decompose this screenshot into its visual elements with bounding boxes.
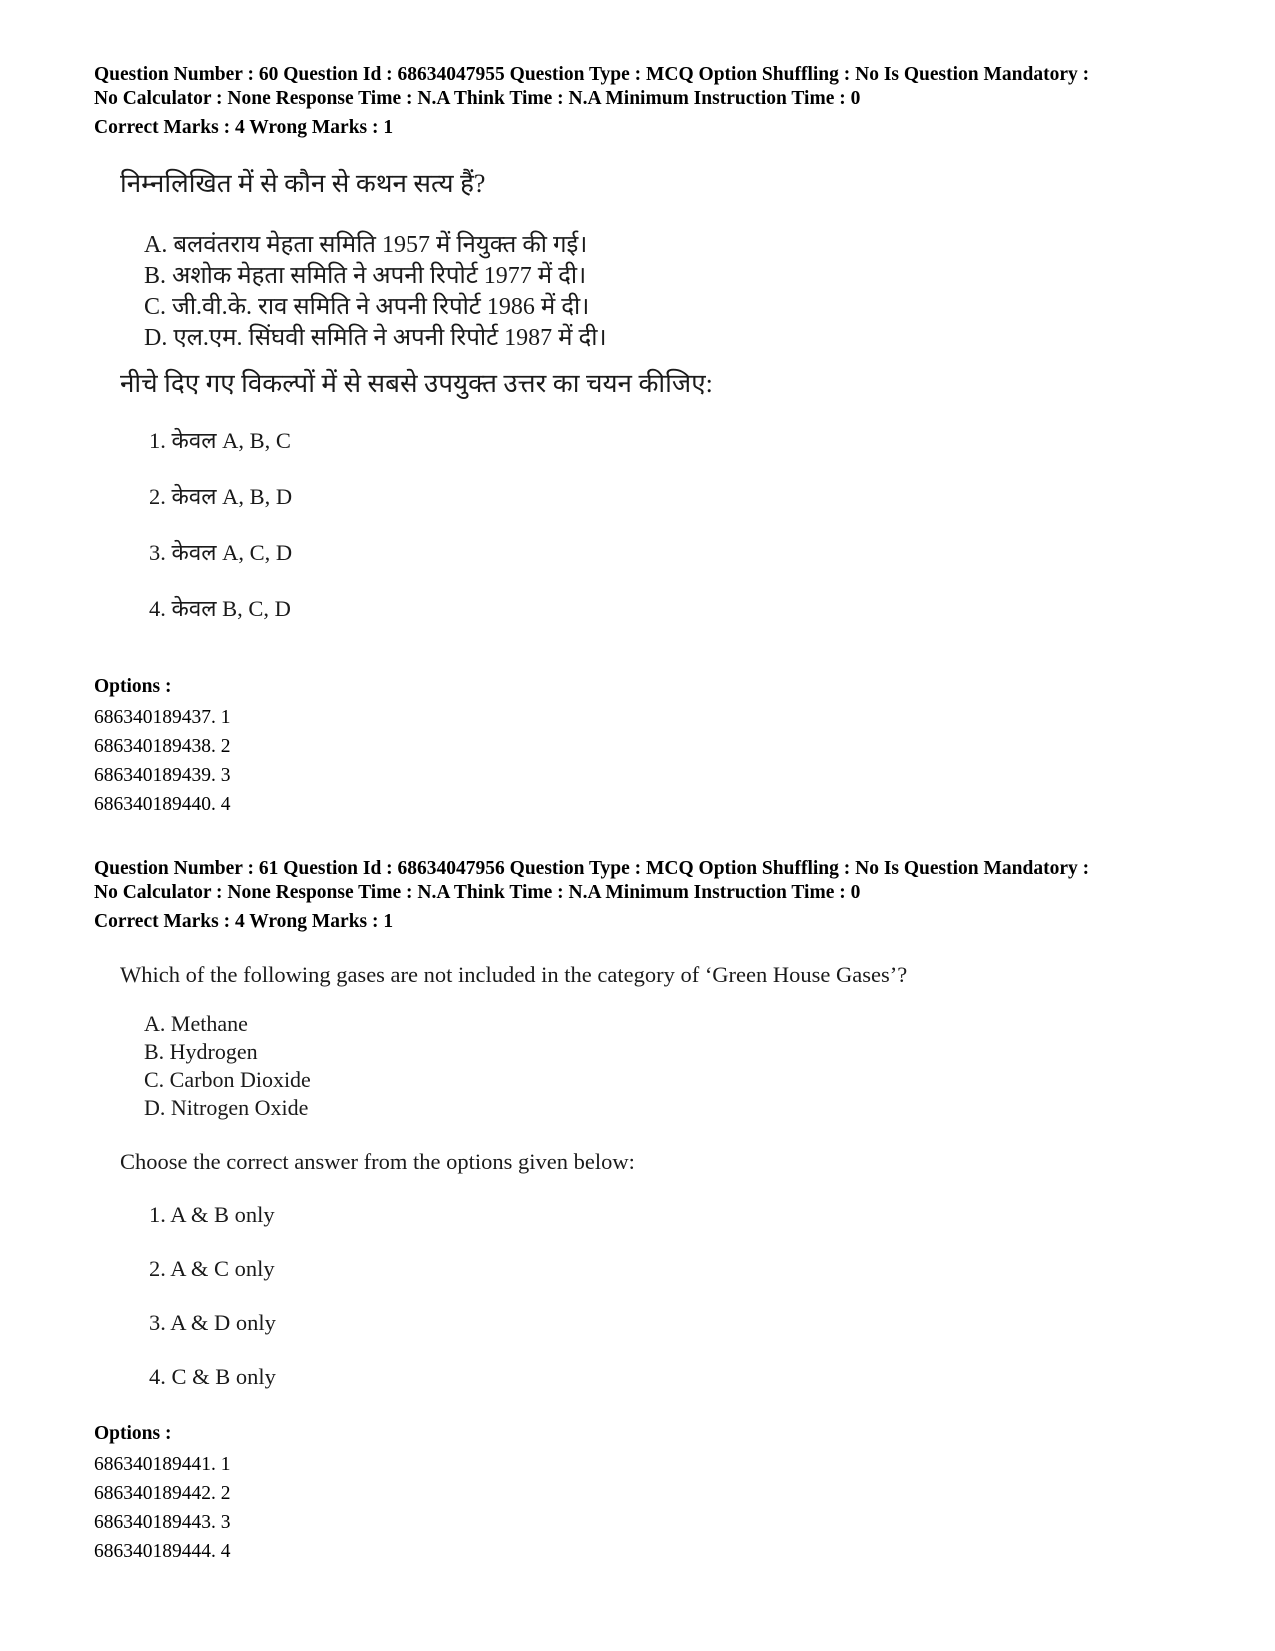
choice-item: 3. A & D only bbox=[149, 1310, 276, 1335]
question-marks: Correct Marks : 4 Wrong Marks : 1 bbox=[94, 117, 394, 138]
question-stem bbox=[120, 960, 907, 990]
statement-item: B. Hydrogen bbox=[144, 1039, 258, 1064]
question-61 bbox=[94, 857, 1204, 934]
choice-item: 4. केवल B, C, D bbox=[149, 596, 291, 621]
question-meta-line2: No Calculator : None Response Time : N.A Think Time : N.A Minimum Instruction Time : 0 bbox=[94, 88, 861, 109]
statement-item: A. Methane bbox=[144, 1011, 248, 1036]
statement-item: C. जी.वी.के. राव समिति ने अपनी रिपोर्ट 1986 में दी। bbox=[144, 294, 590, 320]
option-id-row: 686340189438. 2 bbox=[94, 736, 231, 757]
option-id-row: 686340189440. 4 bbox=[94, 794, 231, 815]
instruction-text: Choose the correct answer from the options given below: bbox=[120, 1149, 635, 1174]
statement-item: D. एल.एम. सिंघवी समिति ने अपनी रिपोर्ट 1987 में दी। bbox=[144, 325, 607, 351]
question-stem bbox=[120, 168, 485, 200]
option-id-row: 686340189441. 1 bbox=[94, 1454, 231, 1475]
question-60 bbox=[94, 63, 1204, 140]
choice-item: 3. केवल A, C, D bbox=[149, 540, 293, 565]
option-id-row: 686340189443. 3 bbox=[94, 1512, 231, 1533]
option-id-row: 686340189444. 4 bbox=[94, 1541, 231, 1562]
question-stem-text: निम्नलिखित में से कौन से कथन सत्य हैं? bbox=[120, 169, 486, 198]
option-id-row: 686340189442. 2 bbox=[94, 1483, 231, 1504]
question-meta-line2: No Calculator : None Response Time : N.A Think Time : N.A Minimum Instruction Time : 0 bbox=[94, 882, 861, 903]
choice-item: 4. C & B only bbox=[149, 1364, 276, 1389]
options-section-61 bbox=[94, 1422, 1204, 1566]
options-section-60 bbox=[94, 675, 1204, 819]
question-marks: Correct Marks : 4 Wrong Marks : 1 bbox=[94, 911, 394, 932]
choice-item: 2. केवल A, B, D bbox=[149, 484, 293, 509]
statement-item: B. अशोक मेहता समिति ने अपनी रिपोर्ट 1977 में दी। bbox=[144, 263, 587, 289]
choice-item: 1. A & B only bbox=[149, 1202, 275, 1227]
instruction bbox=[120, 368, 713, 400]
option-id-row: 686340189437. 1 bbox=[94, 707, 231, 728]
statement-list bbox=[120, 1010, 311, 1122]
instruction bbox=[120, 1147, 635, 1177]
statement-item: D. Nitrogen Oxide bbox=[144, 1095, 309, 1120]
choice-item: 2. A & C only bbox=[149, 1256, 275, 1281]
option-id-row: 686340189439. 3 bbox=[94, 765, 231, 786]
statement-item: A. बलवंतराय मेहता समिति 1957 में नियुक्त की गई। bbox=[144, 232, 588, 258]
question-meta-line1: Question Number : 60 Question Id : 68634047955 Question Type : MCQ Option Shuffling : No Is Question Mandatory : bbox=[94, 64, 1090, 85]
options-heading: Options : bbox=[94, 676, 172, 697]
instruction-text: नीचे दिए गए विकल्पों में से सबसे उपयुक्त उत्तर का चयन कीजिए: bbox=[120, 369, 713, 398]
question-meta-line1: Question Number : 61 Question Id : 68634047956 Question Type : MCQ Option Shuffling : No Is Question Mandatory : bbox=[94, 858, 1090, 879]
choice-item: 1. केवल A, B, C bbox=[149, 428, 291, 453]
statement-list bbox=[120, 230, 607, 354]
question-stem-text: Which of the following gases are not included in the category of ‘Green House Gases’? bbox=[120, 962, 908, 987]
statement-item: C. Carbon Dioxide bbox=[144, 1067, 311, 1092]
options-heading: Options : bbox=[94, 1423, 172, 1444]
